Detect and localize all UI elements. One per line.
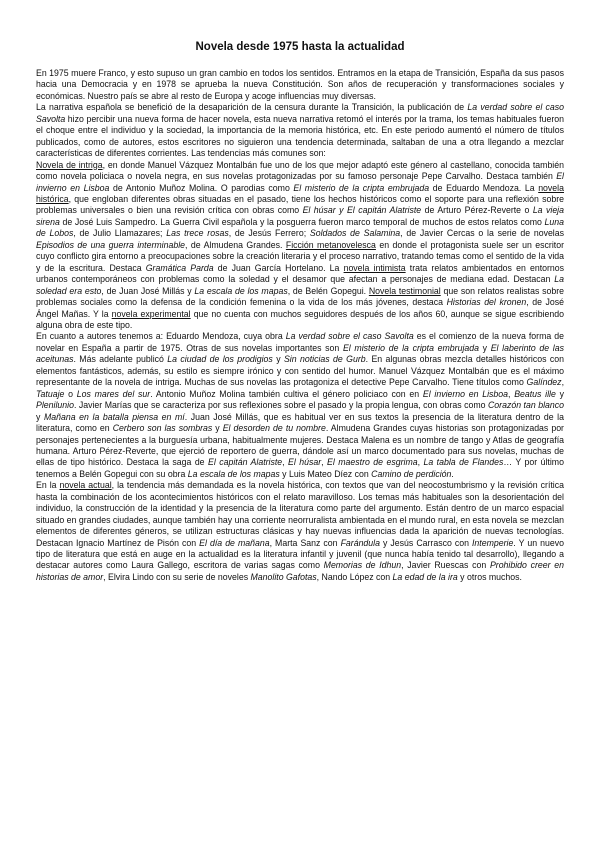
work-title: Prohibido creer en historias de amor — [36, 560, 565, 582]
work-title: Manolito Gafotas — [250, 571, 317, 582]
text-run: que son relatos realistas sobre problemas sociales como la defensa de la condición femenina o la vida de los más jóvenes, destaca — [36, 285, 565, 308]
text-run: , — [282, 457, 289, 468]
text-run: , Javier Ruescas con — [401, 560, 490, 571]
work-title: Beatus ille — [514, 388, 556, 399]
text-run: . Antonio Muñoz Molina también cultiva el género policiaco con en — [150, 388, 423, 399]
text-run: . — [451, 468, 454, 479]
genre-term: Ficción metanovelesca — [285, 239, 376, 250]
document-body — [36, 68, 564, 583]
work-title: Los mares del sur — [76, 388, 151, 399]
genre-term: Novela de intriga — [36, 159, 103, 170]
text-run: de Antonio Muñoz Molina. O parodias como — [109, 182, 294, 193]
text-run: de Juan García Hortelano. La — [213, 262, 344, 273]
work-title: Luna de Lobos — [36, 216, 564, 239]
genre-term: Novela testimonial — [368, 285, 441, 296]
text-run: , la tendencia más demandada es la novela histórica, con textos que van del neocostumbrismo y la revisión crítica hasta la combinación de los acontecimientos históricos con el relato maravilloso. Los temas más habituales son la desorientación del individuo, la construcción de la identidad y la presencia de la literatura como parte del argumento. Están dentro de un marco espacial situado en grandes ciudades, aunque también hay una corriente neorruralista ambientada en el mundo rural, en esta novela se mezclan elementos de diferentes géneros, se utilizan estructuras clásicas y hay nuevas influencias dada la aparición de nuevas tecnologías. Destacan Ignacio Martínez de Pisón con — [36, 480, 564, 548]
document-title: Novela desde 1975 hasta la actualidad — [195, 41, 405, 53]
text-run: que no cuenta con muchos seguidores después de los años 60, aunque se sigue escribiendo alguna obra de este tipo. — [36, 308, 564, 330]
work-title: El invierno en Lisboa — [422, 388, 509, 399]
work-title: Camino de perdición — [371, 468, 452, 479]
text-run: es el comienzo de la nueva forma de novelar en España a partir de 1975. Otras de sus novelas importantes son — [36, 331, 564, 353]
text-run: y otros muchos. — [457, 571, 522, 582]
genre-term: novela intimista — [343, 262, 406, 273]
work-title: Mañana en la batalla piensa en mí — [43, 411, 185, 422]
paragraph — [36, 160, 564, 332]
work-title: La verdad sobre el caso Savolta — [36, 102, 564, 124]
text-run: de Eduardo Mendoza. La — [429, 182, 539, 193]
paragraph — [36, 331, 564, 480]
text-run: , de José Ángel Mañas. Y la — [36, 297, 565, 319]
work-title: Gramática Parda — [145, 262, 214, 273]
text-run: , de Juan José Millás y — [101, 285, 195, 296]
work-title: El maestro de esgrima — [327, 457, 418, 468]
text-run: o — [64, 388, 77, 399]
work-title: Sin noticias de Gurb — [283, 354, 366, 365]
text-run: hizo percibir una nueva forma de hacer novela, esta nueva narrativa retomó el interés por la trama, los temas habituales fueron el choque entre el individuo y la sociedad, la importancia de la memoria histórica, etc. En este periodo aumentó el número de títulos publicados, como de autores, estos escritores no siguieron una tendencia determinada, saltaban de una a otra llegando a mezclar características de diferentes corrientes. Las tendencias más comunes son: — [36, 113, 564, 159]
text-run: y — [555, 388, 564, 399]
text-run: en donde el protagonista suele ser un escritor cuyo conflicto gira entorno a preocupaciones sobre la creación literaria y el proceso narrativo, tratando temas como el sentido de la vida y de la escritura. Destaca — [36, 239, 564, 273]
work-title: La edad de la ira — [392, 571, 458, 582]
work-title: El desorden de tu nombre — [222, 423, 326, 434]
work-title: El día de mañana — [199, 537, 270, 548]
work-title: El capitán Alatriste — [208, 457, 283, 468]
text-run: . En algunas obras mezcla detalles históricos con elementos fantásticos, además, su estilo es siempre irónico y con sentido del humor. Manuel Vázquez Montalbán que es el máximo representante de la novela de intriga. Muchas de sus novelas las protagoniza el detective Pepe Carvalho. Tiene títulos como — [36, 354, 564, 388]
text-run: , Elvira Lindo con su serie de noveles — [103, 571, 251, 582]
work-title: La ciudad de los prodigios — [167, 354, 273, 365]
text-run: … Y por último tenemos a Belén Gopegui con su obra — [36, 457, 564, 479]
text-run: , de Julio Llamazares; — [73, 228, 167, 239]
work-title: El húsar y El capitán Alatriste — [302, 205, 422, 216]
work-title: Plenilunio — [36, 400, 74, 411]
text-run: , que engloban diferentes obras situadas en el pasado, tiene los hechos históricos como el soporte para una reflexión sobre problemas universales o bien una revisión crítica con obras como — [36, 193, 564, 216]
work-title: La tabla de Flandes — [423, 457, 504, 468]
text-run: y — [212, 423, 223, 434]
text-run: , de Almudena Grandes. — [185, 239, 286, 250]
text-run: . Más adelante publicó — [73, 354, 168, 365]
text-run: y — [36, 411, 44, 422]
genre-term: novela experimental — [111, 308, 191, 319]
text-run: . Almudena Grandes cuyas historias son protagonizadas por personajes pertenecientes a la burguesía urbana, habitualmente mujeres. Destaca Malena es un nombre de tango y Atlas de geografía humana. Arturo Pérez-Reverte, que ejerció de reportero de guerra, dándole así un marco documentado para sus novelas, muchas de ellas de tipo histórico. Destaca la saga de — [36, 423, 564, 468]
text-run: de Arturo Pérez-Reverte o — [421, 205, 533, 216]
text-run: y — [479, 342, 491, 353]
text-run: , — [417, 457, 424, 468]
text-run: , — [561, 377, 564, 388]
work-title: El misterio de la cripta embrujada — [293, 182, 430, 193]
text-run: , de Jesús Ferrero; — [228, 228, 310, 239]
work-title: Tatuaje — [36, 388, 65, 399]
work-title: La vieja sirena — [36, 205, 564, 227]
text-run: En 1975 muere Franco, y esto supuso un gran cambio en todos los sentidos. Entramos en la etapa de Transición, España da sus pasos hacia una Democracia y en 1978 se aprueba la nueva Constitución. Son años de recuperación y transformaciones sociales y económicas. Nuestro país se abre al resto de Europa y acoge influencias muy diversas. — [36, 68, 564, 101]
text-run: En cuanto a autores tenemos a: Eduardo Mendoza, cuya obra — [36, 331, 286, 342]
genre-term: novela actual — [59, 480, 112, 491]
work-title: Intemperie — [472, 537, 514, 548]
text-run: . Javier Marías que se caracteriza por sus reflexiones sobre el pasado y la propia lengua, con obras como — [73, 400, 488, 411]
work-title: El húsar — [288, 457, 322, 468]
text-run: , en donde Manuel Vázquez Montalbán fue uno de los que mejor adaptó este género al castellano, conocida también como novela policiaca o novela negra, en sus novelas protagonizadas por su famoso personaje Pepe Carvalho. Destaca también — [36, 159, 564, 182]
work-title: Memorias de Idhun — [323, 560, 402, 571]
text-run: , de Belén Gopegui. — [287, 285, 369, 296]
text-run: . Y un nuevo tipo de literatura que está en auge en la actualidad es la literatura infantil y juvenil (que nunca había tenido tal desarrollo), llegando a destacar autores como Laura Gallego, escritora de varias sagas como — [36, 537, 564, 571]
text-run: , de Javier Cercas o la serie de novelas — [400, 228, 564, 239]
work-title: La escala de los mapas — [194, 285, 288, 296]
work-title: La soledad era esto — [36, 274, 564, 296]
work-title: Corazón tan blanco — [487, 400, 564, 411]
text-run: trata relatos ambientados en entornos urbanos contemporáneos con problemas como la soledad y el desamor que afectan a personajes de mediana edad. Destacan — [36, 262, 565, 285]
text-run: , — [508, 388, 515, 399]
work-title: El invierno en Lisboa — [36, 171, 564, 193]
text-run: En la — [36, 480, 60, 491]
paragraph — [36, 480, 564, 583]
work-title: El laberinto de las aceitunas — [36, 342, 564, 365]
paragraph — [36, 102, 564, 159]
text-run: de José Luis Sampedro. La Guerra Civil española y la posguerra fueron marco temporal de muchos de estos relatos como — [59, 216, 545, 227]
genre-term: novela histórica — [36, 182, 564, 204]
text-run: , Marta Sanz con — [269, 537, 341, 548]
text-run: La narrativa española se benefició de la desaparición de la censura durante la Transición, la publicación de — [36, 102, 468, 113]
text-run: y Luis Mateo Díez con — [279, 468, 372, 479]
work-title: Historias del kronen — [446, 297, 527, 308]
text-run: y — [272, 354, 284, 365]
text-run: . Juan José Millás, que es habitual ver en sus textos la presencia de la literatura dentro de la literatura, como en — [36, 411, 564, 434]
work-title: La verdad sobre el caso Savolta — [285, 331, 414, 342]
paragraph — [36, 68, 564, 102]
text-run: y Jesús Carrasco con — [379, 537, 472, 548]
work-title: Galíndez — [526, 377, 562, 388]
text-run: , — [321, 457, 328, 468]
work-title: Las trece rosas — [166, 228, 229, 239]
work-title: Episodios de una guerra interminable — [36, 239, 186, 250]
work-title: El misterio de la cripta embrujada — [342, 342, 479, 353]
work-title: Cerbero son las sombras — [112, 423, 213, 434]
work-title: Soldados de Salamina — [309, 228, 401, 239]
work-title: La escala de los mapas — [187, 468, 280, 479]
work-title: Farándula — [340, 537, 380, 548]
text-run: , Nando López con — [316, 571, 393, 582]
